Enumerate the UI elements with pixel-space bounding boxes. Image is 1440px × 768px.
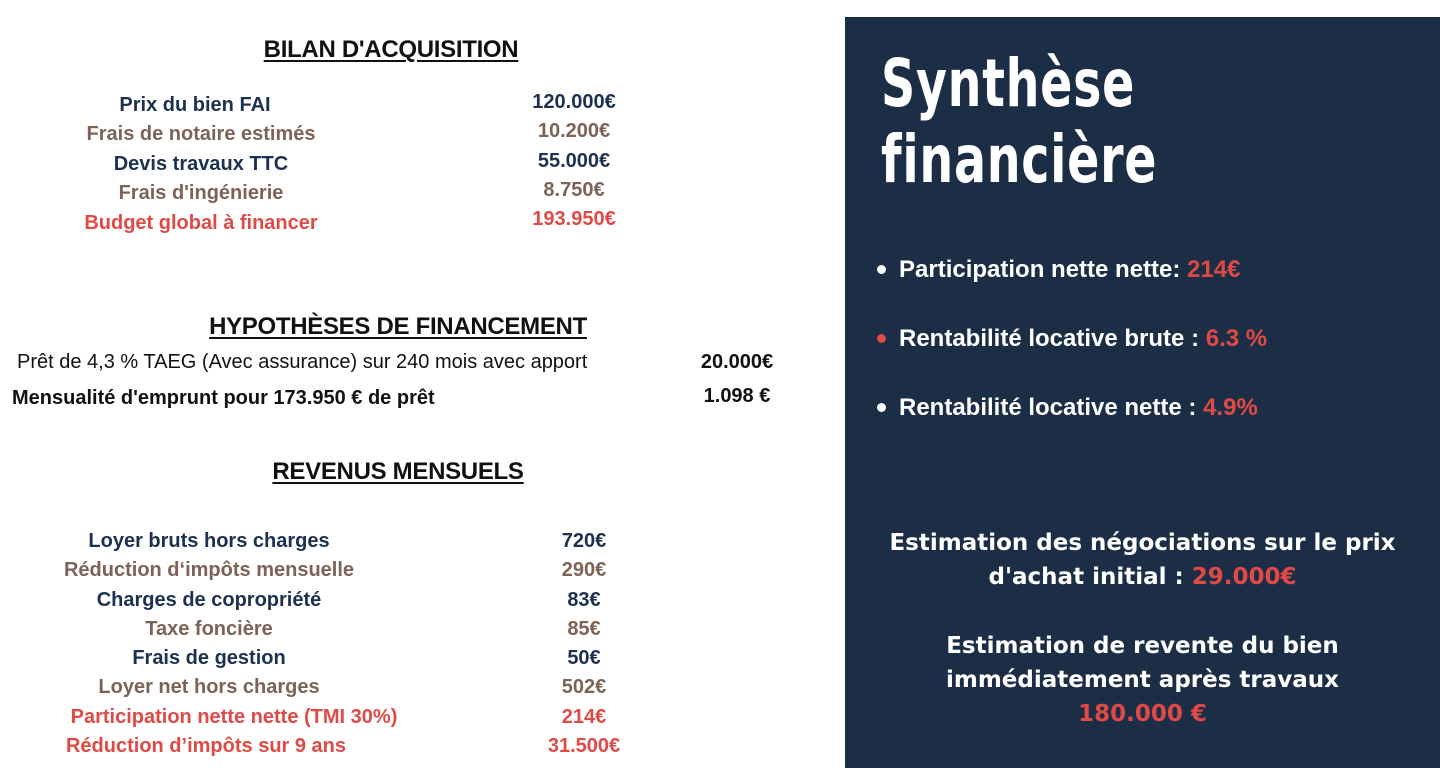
revenus-label-loyer-net: Loyer net hors charges <box>98 676 320 698</box>
revente-line2: immédiatement après travaux <box>945 667 1340 693</box>
revenus-value-reduction-mensuelle: 290€ <box>561 559 607 581</box>
revente-value: 180.000 € <box>1078 701 1207 727</box>
bullet-rentabilite-nette-label: Rentabilité locative nette : <box>899 394 1204 421</box>
negociation-value: 29.000€ <box>1191 564 1297 590</box>
acquisition-value-travaux: 55.000€ <box>537 150 611 172</box>
revenus-value-loyer-bruts: 720€ <box>561 530 607 552</box>
revenus-value-loyer-net: 502€ <box>561 676 607 698</box>
negociation-estimation <box>845 526 1440 594</box>
bullet-rentabilite-brute <box>899 325 1267 353</box>
acquisition-label-notaire: Frais de notaire estimés <box>86 123 316 145</box>
negociation-line1: Estimation des négociations sur le prix <box>889 530 1396 556</box>
revenus-label-taxe-fonciere: Taxe foncière <box>145 618 273 640</box>
bullet-rentabilite-brute-label: Rentabilité locative brute : <box>899 325 1206 352</box>
acquisition-label-travaux: Devis travaux TTC <box>113 153 289 175</box>
bullet-participation <box>899 256 1240 284</box>
revenus-label-reduction-mensuelle: Réduction d‘impôts mensuelle <box>63 559 355 581</box>
synthese-title-line2: financière <box>881 121 1158 198</box>
financement-loan-label: Prêt de 4,3 % TAEG (Avec assurance) sur 240 mois avec apport <box>17 351 588 373</box>
bullet-rentabilite-nette <box>899 394 1258 422</box>
revenus-value-participation: 214€ <box>561 706 607 728</box>
revenus-label-frais-gestion: Frais de gestion <box>132 647 286 669</box>
acquisition-value-notaire: 10.200€ <box>537 120 611 142</box>
revente-estimation <box>845 629 1440 731</box>
revenus-value-frais-gestion: 50€ <box>567 647 601 669</box>
revenus-label-participation: Participation nette nette (TMI 30%) <box>70 706 398 728</box>
financement-heading: HYPOTHÈSES DE FINANCEMENT <box>209 313 587 340</box>
revente-line1: Estimation de revente du bien <box>946 633 1339 659</box>
synthese-panel <box>845 17 1440 768</box>
revenus-value-reduction-9-ans: 31.500€ <box>547 735 621 757</box>
financement-monthly-label: Mensualité d'emprunt pour 173.950 € de prêt <box>12 387 435 409</box>
bullet-participation-label: Participation nette nette: <box>899 256 1188 283</box>
acquisition-label-prix: Prix du bien FAI <box>119 94 271 116</box>
synthese-title-line1: Synthèse <box>881 45 1136 122</box>
bullet-rentabilite-nette-value: 4.9% <box>1203 394 1258 421</box>
bullet-dot-icon <box>877 265 886 274</box>
revenus-label-copropriete: Charges de copropriété <box>96 589 322 611</box>
financement-loan-value: 20.000€ <box>700 351 774 373</box>
acquisition-value-prix: 120.000€ <box>532 91 616 113</box>
acquisition-value-ingenierie: 8.750€ <box>543 179 605 201</box>
revenus-label-reduction-9-ans: Réduction d’impôts sur 9 ans <box>65 735 347 757</box>
acquisition-heading: BILAN D'ACQUISITION <box>263 36 519 63</box>
revenus-heading: REVENUS MENSUELS <box>272 458 524 485</box>
bullet-dot-icon <box>877 403 886 412</box>
acquisition-label-ingenierie: Frais d'ingénierie <box>118 182 284 204</box>
bullet-participation-value: 214€ <box>1187 256 1241 283</box>
revenus-value-taxe-fonciere: 85€ <box>567 618 601 640</box>
bullet-dot-icon <box>877 334 886 343</box>
negociation-line2: d'achat initial : <box>988 564 1192 590</box>
revenus-label-loyer-bruts: Loyer bruts hors charges <box>88 530 330 552</box>
bullet-rentabilite-brute-value: 6.3 % <box>1205 325 1268 352</box>
financement-monthly-value: 1.098 € <box>703 385 771 407</box>
acquisition-label-budget: Budget global à financer <box>84 212 318 234</box>
acquisition-value-budget: 193.950€ <box>532 208 616 230</box>
revenus-value-copropriete: 83€ <box>567 589 601 611</box>
